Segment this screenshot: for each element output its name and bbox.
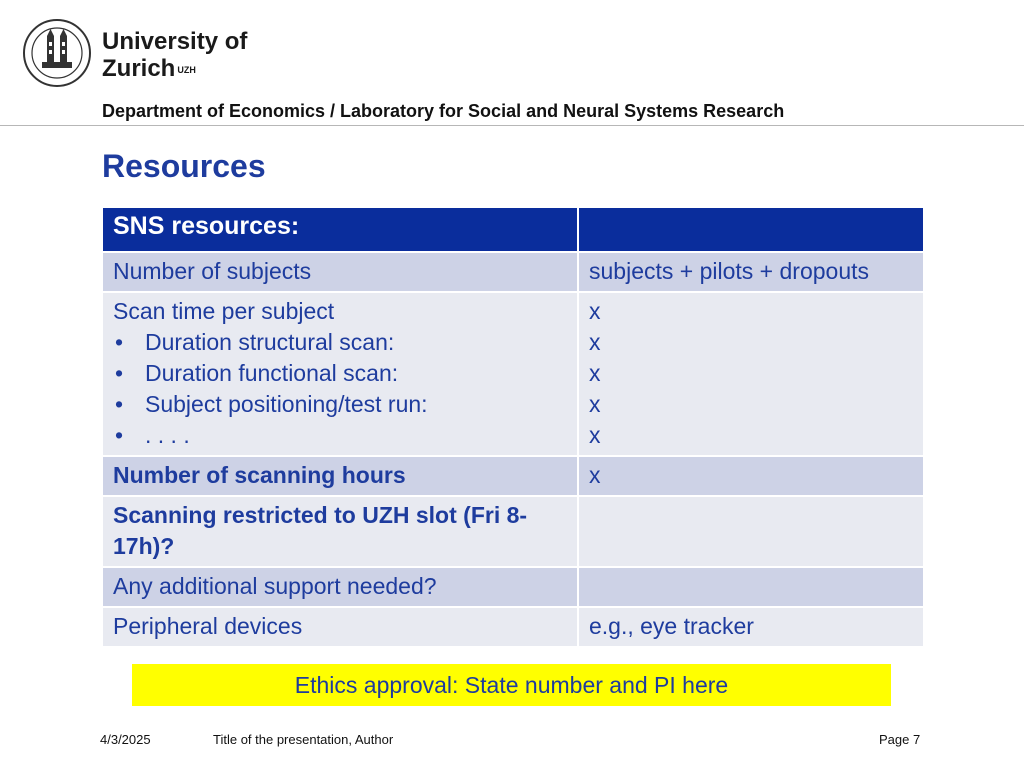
row-label: Peripheral devices: [102, 607, 578, 647]
table-row: [102, 292, 924, 456]
table-row: [102, 252, 924, 292]
row-label: Scan time per subject: [113, 298, 335, 324]
university-name-line1: University of: [102, 28, 248, 55]
table-header-row: [102, 207, 924, 252]
table-row: [102, 607, 924, 647]
footer-date: 4/3/2025: [100, 732, 151, 747]
university-wordmark: [102, 28, 247, 82]
table-row: [102, 496, 924, 567]
footer-title: Title of the presentation, Author: [213, 732, 394, 747]
resources-table: [101, 206, 925, 648]
row-value: x: [578, 456, 924, 496]
table-header-cell: SNS resources:: [102, 207, 578, 252]
row-value: e.g., eye tracker: [578, 607, 924, 647]
bullet-item: • Duration functional scan:: [113, 358, 567, 389]
table-row: [102, 456, 924, 496]
row-value: [578, 567, 924, 607]
row-label: Scanning restricted to UZH slot (Fri 8-17h)?: [102, 496, 578, 567]
header-divider: [0, 125, 1024, 126]
bullet-value: x: [589, 391, 601, 417]
row-value-cell: [578, 292, 924, 456]
bullet-value: x: [589, 329, 601, 355]
row-value: x: [589, 298, 601, 324]
row-label: Any additional support needed?: [102, 567, 578, 607]
table-row: [102, 567, 924, 607]
row-label-cell: [102, 292, 578, 456]
university-name-line2: Zurich: [102, 55, 176, 82]
row-label: Number of scanning hours: [102, 456, 578, 496]
table-header-cell: [578, 207, 924, 252]
bullet-value: x: [589, 360, 601, 386]
uzh-superscript: UZH: [177, 65, 196, 75]
bullet-item: • . . . .: [113, 420, 567, 451]
department-line: Department of Economics / Laboratory for Social and Neural Systems Research: [102, 101, 785, 121]
university-seal-logo: [22, 18, 92, 88]
row-label: Number of subjects: [102, 252, 578, 292]
bullet-item: • Duration structural scan:: [113, 327, 567, 358]
bullet-list: [113, 327, 567, 451]
footer-page-number: Page 7: [879, 732, 921, 747]
bullet-item: • Subject positioning/test run:: [113, 389, 567, 420]
row-value: subjects + pilots + dropouts: [578, 252, 924, 292]
row-value: [578, 496, 924, 567]
page-title: Resources: [102, 148, 266, 184]
bullet-value: x: [589, 422, 601, 448]
ethics-approval-note: Ethics approval: State number and PI here: [132, 664, 891, 706]
